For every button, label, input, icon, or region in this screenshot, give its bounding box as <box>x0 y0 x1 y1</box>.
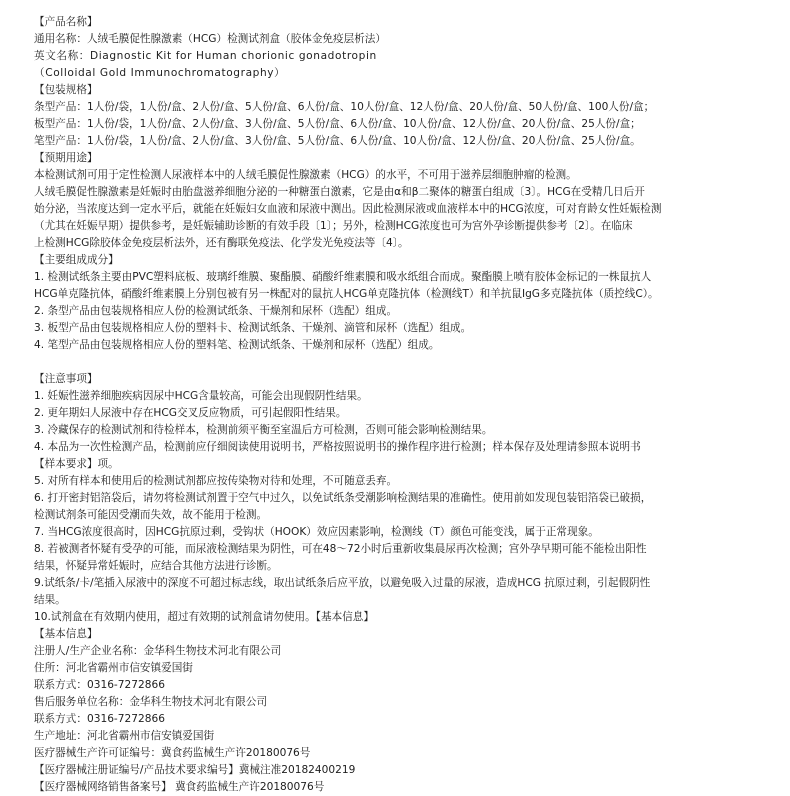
section-heading-product-name: 【产品名称】 <box>34 16 98 28</box>
section-heading-components: 【主要组成成分】 <box>34 254 119 266</box>
precaution-line: 5. 对所有样本和使用后的检测试剂都应按传染物对待和处理，不可随意丢弃。 <box>34 475 398 487</box>
precaution-line: 检测试剂条可能因受潮而失效，故不能用于检测。 <box>34 509 268 521</box>
precaution-line: 9.试纸条/卡/笔插入尿液中的深度不可超过标志线，取出试纸条后应平放，以避免吸入过量的尿液，造成HCG 抗原过剩，引起假阴性 <box>34 577 651 589</box>
intended-use-line: 上检测HCG除胶体金免疫层析法外，还有酶联免疫法、化学发光免疫法等〔4〕。 <box>34 237 409 249</box>
components-line: 4. 笔型产品由包装规格相应人份的塑料笔、检测试纸条、干燥剂和尿杯（选配）组成。 <box>34 339 440 351</box>
generic-name-line: 通用名称：人绒毛膜促性腺激素（HCG）检测试剂盒（胶体金免疫层析法） <box>34 33 386 45</box>
address-line: 住所：河北省霸州市信安镇爱国街 <box>34 662 193 674</box>
intended-use-line: 人绒毛膜促性腺激素是妊娠时由胎盘滋养细胞分泌的一种糖蛋白激素，它是由α和β二聚体的糖蛋白组成〔3〕。HCG在受精几日后开 <box>34 186 645 198</box>
precaution-line: 8. 若被测者怀疑有受孕的可能，而尿液检测结果为阴性，可在48～72小时后重新收集晨尿再次检测；宫外孕早期可能不能检出阳性 <box>34 543 647 555</box>
precaution-line: 10.试剂盒在有效期内使用，超过有效期的试剂盒请勿使用。【基本信息】 <box>34 611 374 623</box>
contact-line: 联系方式：0316-7272866 <box>34 713 165 725</box>
production-license-line: 医疗器械生产许可证编号：冀食药监械生产许20180076号 <box>34 747 311 759</box>
section-heading-precautions: 【注意事项】 <box>34 373 98 385</box>
section-heading-basic-info: 【基本信息】 <box>34 628 98 640</box>
intended-use-line: 始分泌，当浓度达到一定水平后，就能在妊娠妇女血液和尿液中测出。因此检测尿液或血液样本中的HCG浓度，可对育龄女性妊娠检测 <box>34 203 662 215</box>
registration-number-line: 【医疗器械注册证编号/产品技术要求编号】冀械注准20182400219 <box>34 764 356 776</box>
blank-line <box>34 354 784 371</box>
components-line: 2. 条型产品由包装规格相应人份的检测试纸条、干燥剂和尿杯（选配）组成。 <box>34 305 398 317</box>
packaging-cassette-line: 板型产品：1人份/袋，1人份/盒、2人份/盒、3人份/盒、5人份/盒、6人份/盒、10人份/盒、12人份/盒、20人份/盒、25人份/盒； <box>34 118 641 130</box>
intended-use-line: 本检测试剂可用于定性检测人尿液样本中的人绒毛膜促性腺激素（HCG）的水平，不可用于滋养层细胞肿瘤的检测。 <box>34 169 577 181</box>
section-heading-packaging: 【包装规格】 <box>34 84 98 96</box>
online-sales-record-line: 【医疗器械网络销售备案号】 冀食药监械生产许20180076号 <box>34 781 325 793</box>
packaging-pen-line: 笔型产品：1人份/袋，1人份/盒、2人份/盒、3人份/盒、5人份/盒、6人份/盒、10人份/盒、12人份/盒、20人份/盒、25人份/盒。 <box>34 135 641 147</box>
components-line: 1. 检测试纸条主要由PVC塑料底板、玻璃纤维膜、聚酯膜、硝酸纤维素膜和吸水纸组合而成。聚酯膜上喷有胶体金标记的一株鼠抗人 <box>34 271 652 283</box>
contact-line: 联系方式：0316-7272866 <box>34 679 165 691</box>
precaution-line: 6. 打开密封铝箔袋后，请勿将检测试剂置于空气中过久，以免试纸条受潮影响检测结果的准确性。使用前如发现包装铝箔袋已破损， <box>34 492 652 504</box>
precaution-line: 2. 更年期妇人尿液中存在HCG交叉反应物质，可引起假阳性结果。 <box>34 407 347 419</box>
precaution-line: 3. 冷藏保存的检测试剂和待检样本，检测前须平衡至室温后方可检测，否则可能会影响检测结果。 <box>34 424 493 436</box>
intended-use-line: （尤其在妊娠早期）提供参考，是妊娠辅助诊断的有效手段〔1〕；另外，检测HCG浓度也可为宫外孕诊断提供参考〔2〕。在临床 <box>34 220 633 232</box>
production-address-line: 生产地址：河北省霸州市信安镇爱国街 <box>34 730 215 742</box>
precaution-line: 【样本要求】项。 <box>34 458 119 470</box>
components-line: 3. 板型产品由包装规格相应人份的塑料卡、检测试纸条、干燥剂、滴管和尿杯（选配）组成。 <box>34 322 472 334</box>
precaution-line: 结果。 <box>34 594 66 606</box>
registrant-line: 注册人/生产企业名称：金华科生物技术河北有限公司 <box>34 645 282 657</box>
precaution-line: 7. 当HCG浓度很高时，因HCG抗原过剩，受钩状（HOOK）效应因素影响，检测线（T）颜色可能变浅，属于正常现象。 <box>34 526 599 538</box>
after-sales-line: 售后服务单位名称：金华科生物技术河北有限公司 <box>34 696 268 708</box>
english-name-continued-line: （Colloidal Gold Immunochromatography） <box>34 67 286 79</box>
packaging-strip-line: 条型产品：1人份/袋，1人份/盒、2人份/盒、5人份/盒、6人份/盒、10人份/盒、12人份/盒、20人份/盒、50人份/盒、100人份/盒； <box>34 101 655 113</box>
components-line: HCG单克隆抗体，硝酸纤维素膜上分别包被有另一株配对的鼠抗人HCG单克隆抗体（检测线T）和羊抗鼠IgG多克隆抗体（质控线C）。 <box>34 288 659 300</box>
english-name-line: 英文名称：Diagnostic Kit for Human chorionic gonadotropin <box>34 50 377 62</box>
precaution-line: 4. 本品为一次性检测产品，检测前应仔细阅读使用说明书，严格按照说明书的操作程序进行检测；样本保存及处理请参照本说明书 <box>34 441 641 453</box>
precaution-line: 结果，怀疑异常妊娠时，应结合其他方法进行诊断。 <box>34 560 278 572</box>
section-heading-intended-use: 【预期用途】 <box>34 152 98 164</box>
precaution-line: 1. 妊娠性滋养细胞疾病因尿中HCG含量较高，可能会出现假阴性结果。 <box>34 390 368 402</box>
